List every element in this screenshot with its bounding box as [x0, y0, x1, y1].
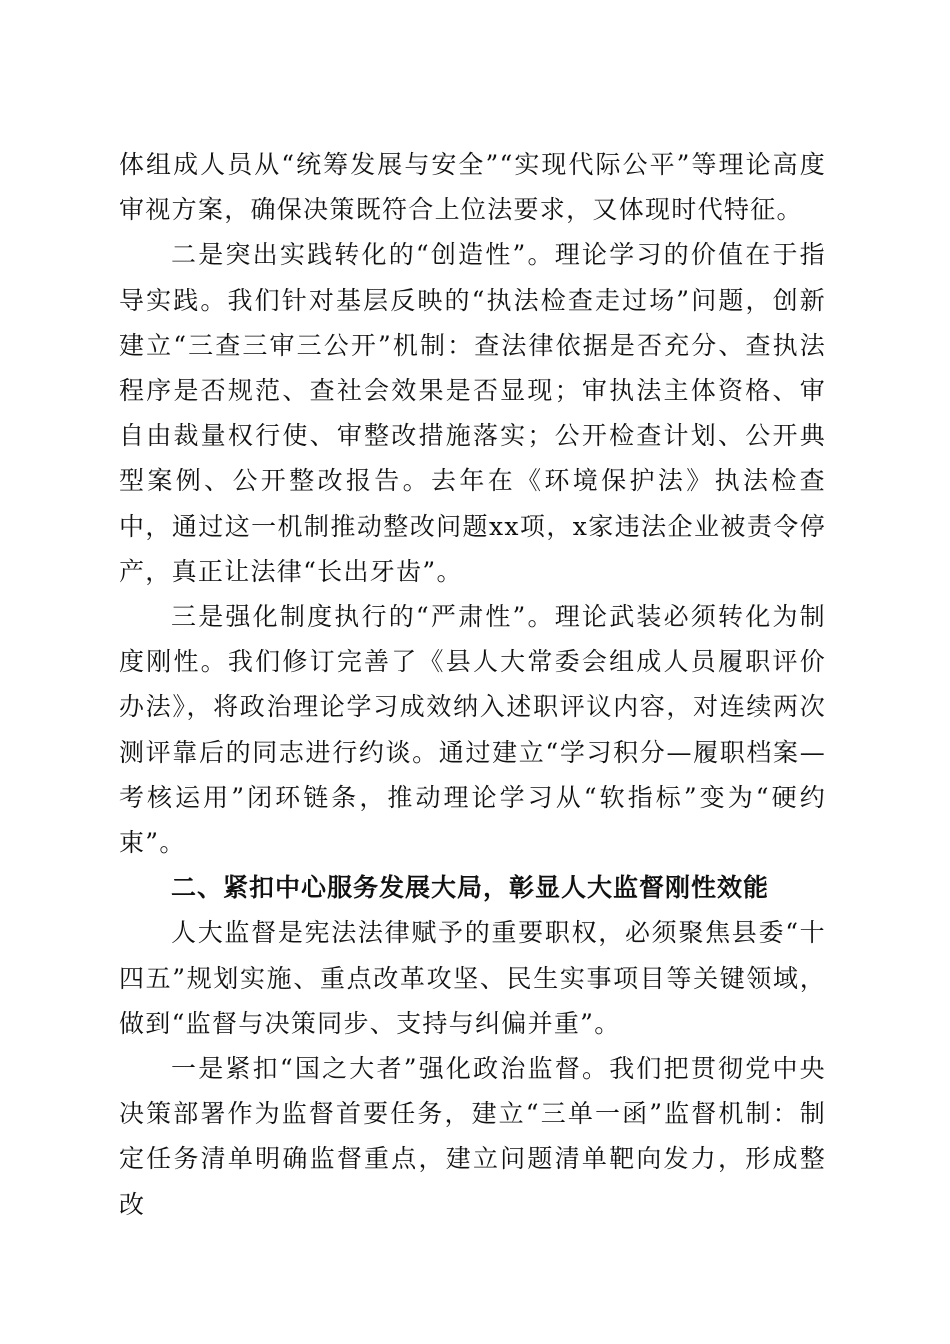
paragraph-continuation: 体组成人员从“统筹发展与安全”“实现代际公平”等理论高度审视方案，确保决策既符合上位法要求，又体现时代特征。: [119, 150, 826, 225]
document-body: [119, 142, 826, 1227]
paragraph-system-execution: 三是强化制度执行的“严肃性”。理论武装必须转化为制度刚性。我们修订完善了《县人大常委会组成人员履职评价办法》，将政治理论学习成效纳入述职评议内容，对连续两次测评靠后的同志进行约谈。通过建立“学习积分—履职档案—考核运用”闭环链条，推动理论学习从“软指标”变为“硬约束”。: [119, 602, 826, 858]
section-heading: 二、紧扣中心服务发展大局，彰显人大监督刚性效能: [171, 873, 770, 903]
paragraph-practice-transformation: 二是突出实践转化的“创造性”。理论学习的价值在于指导实践。我们针对基层反映的“执法检查走过场”问题，创新建立“三查三审三公开”机制：查法律依据是否充分、查执法程序是否规范、查社会效果是否显现；审执法主体资格、审自由裁量权行使、审整改措施落实；公开检查计划、公开典型案例、公开整改报告。去年在《环境保护法》执法检查中，通过这一机制推动整改问题xx项，x家违法企业被责令停产，真正让法律“长出牙齿”。: [119, 240, 826, 586]
paragraph-political-supervision: 一是紧扣“国之大者”强化政治监督。我们把贯彻党中央决策部署作为监督首要任务，建立“三单一函”监督机制：制定任务清单明确监督重点，建立问题清单靶向发力，形成整改: [119, 1054, 826, 1219]
paragraph-supervision-intro: 人大监督是宪法法律赋予的重要职权，必须聚焦县委“十四五”规划实施、重点改革攻坚、民生实事项目等关键领域，做到“监督与决策同步、支持与纠偏并重”。: [119, 918, 826, 1038]
